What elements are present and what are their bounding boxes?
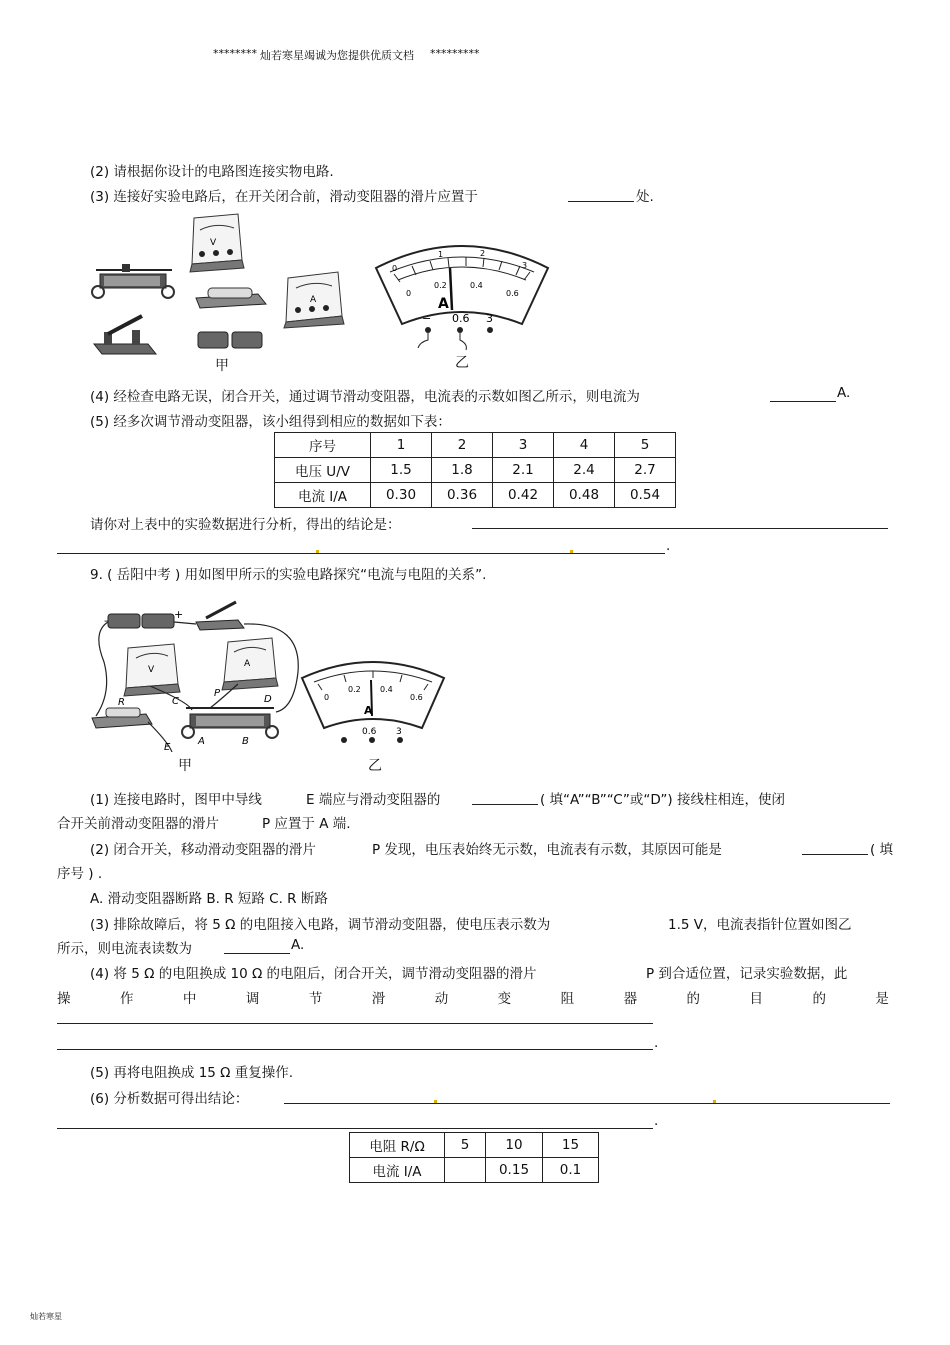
q8-ammeter-terminals xyxy=(410,312,520,352)
svg-text:0.6: 0.6 xyxy=(452,312,470,325)
q8-fig-yi: 乙 xyxy=(455,355,469,371)
table-row: 电阻 R/Ω 5 10 15 xyxy=(350,1133,599,1158)
q8-conclusion: 请你对上表中的实验数据进行分析，得出的结论是： xyxy=(90,517,401,533)
q9-item6: (6) 分析数据可得出结论： xyxy=(90,1091,249,1107)
q9-item3-blank[interactable] xyxy=(224,953,290,954)
header-stars-right: ********* xyxy=(430,47,480,60)
svg-text:0: 0 xyxy=(406,289,412,298)
ammeter-icon xyxy=(222,638,278,690)
q9-item5: (5) 再将电阻换成 15 Ω 重复操作. xyxy=(90,1065,294,1081)
q9-item6-blank-2[interactable] xyxy=(57,1128,653,1129)
q8-item4: (4) 经检查电路无误，闭合开关，通过调节滑动变阻器，电流表的示数如图乙所示，则电流为 xyxy=(90,389,640,405)
svg-text:3: 3 xyxy=(486,312,493,325)
svg-text:-: - xyxy=(104,614,108,627)
svg-text:1: 1 xyxy=(438,250,444,259)
q9-item2d: 序号 ) . xyxy=(57,866,103,882)
svg-text:R: R xyxy=(118,697,125,708)
svg-text:0.2: 0.2 xyxy=(434,281,447,290)
q9-item2a: (2) 闭合开关，移动滑动变阻器的滑片 xyxy=(90,842,316,858)
q9-ammeter-dial xyxy=(298,656,448,746)
footer-text: 灿若寒星 xyxy=(30,1312,62,1321)
q9-item4b: P 到合适位置，记录实验数据，此 xyxy=(646,966,848,982)
q8-conclusion-blank-1[interactable] xyxy=(472,528,888,529)
ammeter-small-icon xyxy=(284,272,344,328)
q9-fig-yi: 乙 xyxy=(368,758,382,774)
q9-item2c: ( 填 xyxy=(870,842,894,858)
rheostat-icon xyxy=(182,708,278,738)
q9-item3d: A. xyxy=(291,937,305,953)
q8-item4-blank[interactable] xyxy=(770,401,836,402)
resistor-icon xyxy=(92,697,152,728)
svg-text:+: + xyxy=(174,608,184,621)
q9-item1b: E 端应与滑动变阻器的 xyxy=(306,792,441,808)
q9-item3c: 所示，则电流表读数为 xyxy=(57,941,192,957)
switch-icon xyxy=(94,316,156,354)
q8-item4-end: A. xyxy=(837,385,851,401)
resistor-icon xyxy=(196,288,266,308)
q9-data-table xyxy=(349,1132,599,1183)
table-row: 电流 I/A 0.30 0.36 0.42 0.48 0.54 xyxy=(275,483,676,508)
svg-text:A: A xyxy=(244,659,251,669)
q9-item4-blank-1[interactable] xyxy=(57,1023,653,1024)
q9-item6-end: . xyxy=(654,1113,659,1129)
svg-text:0.6: 0.6 xyxy=(410,693,423,702)
q8-fig-jia: 甲 xyxy=(215,358,229,374)
svg-text:V: V xyxy=(210,238,217,248)
switch-icon xyxy=(196,602,244,630)
svg-text:B: B xyxy=(242,736,249,747)
q9-item4a: (4) 将 5 Ω 的电阻换成 10 Ω 的电阻后，闭合开关，调节滑动变阻器的滑片 xyxy=(90,966,537,982)
q8-item3: (3) 连接好实验电路后，在开关闭合前，滑动变阻器的滑片应置于 xyxy=(90,189,478,205)
table-row: 电流 I/A 0.15 0.1 xyxy=(350,1158,599,1183)
svg-text:V: V xyxy=(148,665,155,675)
q8-conclusion-blank-2[interactable] xyxy=(57,553,665,554)
voltmeter-icon xyxy=(124,644,180,696)
svg-text:0.2: 0.2 xyxy=(348,685,361,694)
q9-item4c: 操 作 中 调 节 滑 动 变 阻 器 的 目 的 是 xyxy=(57,991,889,1007)
svg-text:3: 3 xyxy=(522,261,528,270)
svg-text:E: E xyxy=(164,742,171,752)
q8-conclusion-end: . xyxy=(666,538,671,554)
q9-title: 9. ( 岳阳中考 ) 用如图甲所示的实验电路探究“电流与电阻的关系”. xyxy=(90,567,487,583)
svg-text:P: P xyxy=(214,688,221,699)
battery-icon xyxy=(198,332,262,348)
q9-options: A. 滑动变阻器断路 B. R 短路 C. R 断路 xyxy=(90,891,328,907)
q8-item5: (5) 经多次调节滑动变阻器，该小组得到相应的数据如下表： xyxy=(90,414,451,430)
svg-text:0: 0 xyxy=(392,264,398,273)
q9-item1a: (1) 连接电路时，图甲中导线 xyxy=(90,792,262,808)
q9-item3b: 1.5 V，电流表指针位置如图乙 xyxy=(668,917,852,933)
table-row: 序号 1 2 3 4 5 xyxy=(275,433,676,458)
svg-text:0.6: 0.6 xyxy=(506,289,519,298)
q9-item2-blank[interactable] xyxy=(802,854,868,855)
svg-text:0.6: 0.6 xyxy=(362,727,377,737)
q8-data-table xyxy=(274,432,676,508)
svg-text:C: C xyxy=(172,696,179,707)
battery-icon xyxy=(104,608,183,628)
svg-text:0.4: 0.4 xyxy=(470,281,483,290)
svg-text:A: A xyxy=(438,296,449,312)
q9-fig-jia: 甲 xyxy=(178,758,192,774)
q9-item2b: P 发现，电压表始终无示数，电流表有示数，其原因可能是 xyxy=(372,842,722,858)
q9-item1e: P 应置于 A 端. xyxy=(262,816,351,832)
svg-text:2: 2 xyxy=(480,249,486,258)
table-row: 电压 U/V 1.5 1.8 2.1 2.4 2.7 xyxy=(275,458,676,483)
q9-item4-end: . xyxy=(654,1035,659,1051)
q8-apparatus-figure xyxy=(88,212,358,372)
q8-item3-end: 处. xyxy=(636,189,654,205)
svg-text:D: D xyxy=(264,694,272,705)
header-text: 灿若寒星竭诚为您提供优质文档 xyxy=(260,49,414,62)
header-stars-left: ******** xyxy=(213,47,257,60)
svg-text:A: A xyxy=(364,704,373,717)
q9-item3a: (3) 排除故障后，将 5 Ω 的电阻接入电路，调节滑动变阻器，使电压表示数为 xyxy=(90,917,551,933)
q9-circuit-figure xyxy=(88,592,308,752)
rheostat-icon xyxy=(92,264,174,298)
q8-item3-blank[interactable] xyxy=(568,201,634,202)
voltmeter-icon xyxy=(190,214,244,272)
q9-item6-blank-1[interactable] xyxy=(284,1103,890,1104)
q9-item1c: ( 填“A”“B”“C”或“D”) 接线柱相连，使闭 xyxy=(540,792,785,808)
q9-item1-blank[interactable] xyxy=(472,804,538,805)
svg-text:3: 3 xyxy=(396,727,402,737)
svg-text:0.4: 0.4 xyxy=(380,685,393,694)
svg-text:0: 0 xyxy=(324,693,330,702)
q8-item2: (2) 请根据你设计的电路图连接实物电路. xyxy=(90,164,334,180)
svg-text:A: A xyxy=(310,295,317,305)
svg-text:A: A xyxy=(198,736,205,747)
q9-item1d: 合开关前滑动变阻器的滑片 xyxy=(57,816,219,832)
svg-text:−: − xyxy=(422,312,432,325)
q9-item4-blank-2[interactable] xyxy=(57,1049,653,1050)
